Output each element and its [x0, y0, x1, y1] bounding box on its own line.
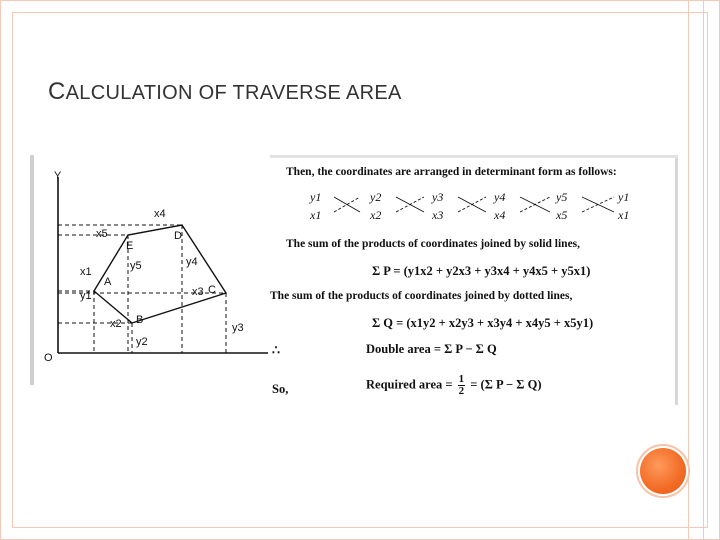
label-x1: x1	[80, 266, 92, 278]
det-bottom-4: x4	[494, 208, 506, 222]
intro-text: Then, the coordinates are arranged in determinant form as follows:	[286, 166, 617, 178]
therefore-symbol: ∴	[272, 343, 280, 357]
axis-y-label: Y	[54, 170, 62, 182]
det-bottom-3: x3	[432, 208, 444, 222]
vertex-c: C	[208, 284, 216, 296]
label-y5: y5	[130, 260, 142, 272]
decorative-orange-circle	[640, 448, 686, 494]
figure-right-edge	[675, 155, 678, 405]
traverse-diagram	[36, 165, 276, 375]
figure-left-edge	[30, 155, 34, 385]
title-rest: ALCULATION OF TRAVERSE AREA	[65, 82, 402, 104]
determinant-array	[300, 188, 640, 228]
required-area-suffix: (Σ P − Σ Q)	[480, 377, 542, 392]
det-top-6: y1	[618, 190, 630, 204]
det-bottom-6: x1	[618, 208, 630, 222]
vertex-d: D	[174, 230, 182, 242]
title-first-letter: C	[48, 78, 66, 105]
label-x3: x3	[192, 286, 204, 298]
sum-q-formula: Σ Q = (x1y2 + x2y3 + x3y4 + x4y5 + x5y1)	[372, 316, 594, 330]
label-x5: x5	[96, 228, 108, 240]
det-top-1: y1	[310, 190, 322, 204]
vertex-b: B	[136, 314, 144, 326]
half-fraction	[458, 374, 466, 397]
half-numerator: 1	[458, 373, 465, 385]
det-top-5: y5	[556, 190, 568, 204]
label-y3: y3	[232, 322, 244, 334]
label-x4: x4	[154, 208, 166, 220]
det-top-3: y3	[432, 190, 444, 204]
slide-side-rail	[688, 0, 704, 540]
origin-label: O	[44, 352, 53, 364]
label-x2: x2	[110, 318, 122, 330]
slide-title	[48, 78, 402, 106]
det-bottom-2: x2	[370, 208, 382, 222]
figure-top-edge	[270, 155, 678, 158]
label-y1: y1	[80, 290, 92, 302]
required-area-formula	[366, 374, 542, 397]
dotted-lines-label: The sum of the products of coordinates joined by dotted lines,	[270, 290, 573, 302]
label-y2: y2	[136, 336, 148, 348]
double-area-formula: Double area = Σ P − Σ Q	[366, 342, 497, 356]
vertex-e: E	[126, 240, 134, 252]
det-top-4: y4	[494, 190, 506, 204]
equals-sign: =	[470, 377, 478, 392]
so-label: So,	[272, 382, 289, 396]
det-bottom-1: x1	[310, 208, 322, 222]
label-y4: y4	[186, 256, 198, 268]
det-bottom-5: x5	[556, 208, 568, 222]
vertex-a: A	[104, 276, 112, 288]
solid-lines-label: The sum of the products of coordinates joined by solid lines,	[286, 238, 581, 250]
sum-p-formula: Σ P = (y1x2 + y2x3 + y3x4 + y4x5 + y5x1)	[372, 264, 591, 278]
required-area-prefix: Required area =	[366, 377, 453, 392]
det-top-2: y2	[370, 190, 382, 204]
half-denominator: 2	[458, 385, 465, 397]
